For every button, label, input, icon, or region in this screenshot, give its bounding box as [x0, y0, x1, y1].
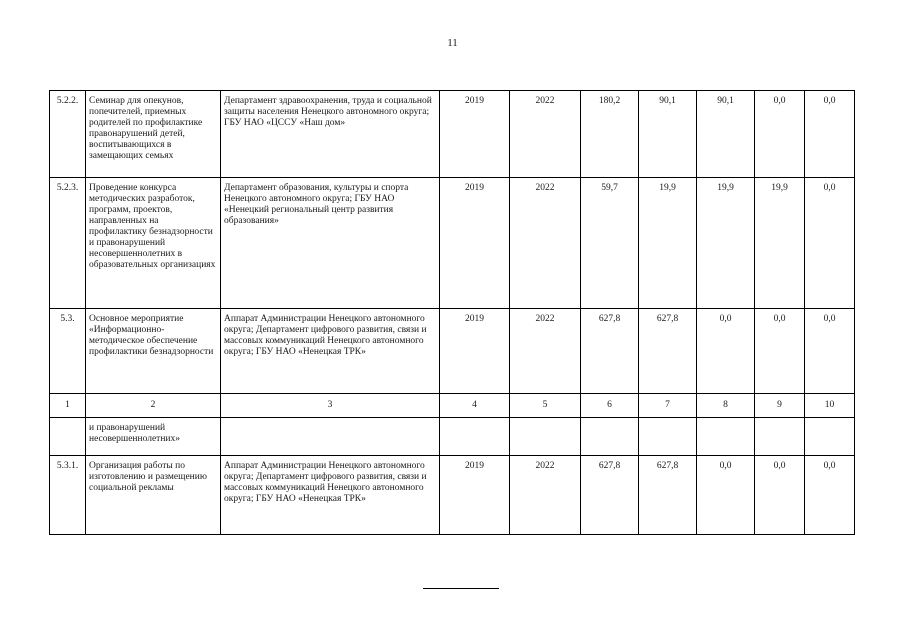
activity-name: Проведение конкурса методических разработок, программ, проектов, направленных на профилактику безнадзорности и правонарушений несовершеннолетних в образовательных организациях	[86, 178, 221, 309]
row-code: 5.3.1.	[50, 456, 86, 535]
activity-name: Основное мероприятие «Информационно-методическое обеспечение профилактики безнадзорности	[86, 309, 221, 394]
column-number: 2	[86, 394, 221, 418]
row-code: 5.3.	[50, 309, 86, 394]
column-number: 9	[755, 394, 805, 418]
value-2021: 0,0	[755, 456, 805, 535]
empty-cell	[697, 418, 755, 456]
value-2019: 19,9	[639, 178, 697, 309]
value-2021: 0,0	[755, 309, 805, 394]
empty-cell	[805, 418, 855, 456]
value-total: 180,2	[581, 91, 639, 178]
table-row	[50, 309, 855, 394]
table-row	[50, 178, 855, 309]
start-year: 2019	[440, 309, 510, 394]
table-row	[50, 91, 855, 178]
empty-cell	[50, 418, 86, 456]
page-number: 11	[447, 37, 458, 49]
empty-cell	[581, 418, 639, 456]
start-year: 2019	[440, 456, 510, 535]
value-total: 627,8	[581, 309, 639, 394]
empty-cell	[639, 418, 697, 456]
value-2020: 0,0	[697, 309, 755, 394]
column-number: 3	[221, 394, 440, 418]
activity-name: и правонарушений несовершеннолетних»	[86, 418, 221, 456]
value-2019: 627,8	[639, 309, 697, 394]
value-2020: 90,1	[697, 91, 755, 178]
start-year: 2019	[440, 91, 510, 178]
empty-cell	[221, 418, 440, 456]
column-number: 6	[581, 394, 639, 418]
column-number: 5	[510, 394, 581, 418]
empty-cell	[440, 418, 510, 456]
value-2022: 0,0	[805, 309, 855, 394]
value-total: 59,7	[581, 178, 639, 309]
row-code: 5.2.3.	[50, 178, 86, 309]
table-row-continuation	[50, 418, 855, 456]
executor: Департамент образования, культуры и спорта Ненецкого автономного округа; ГБУ НАО «Ненецкий региональный центр развития образования»	[221, 178, 440, 309]
value-2019: 627,8	[639, 456, 697, 535]
column-number-row	[50, 394, 855, 418]
value-2021: 19,9	[755, 178, 805, 309]
value-2019: 90,1	[639, 91, 697, 178]
column-number: 10	[805, 394, 855, 418]
end-year: 2022	[510, 91, 581, 178]
row-code: 5.2.2.	[50, 91, 86, 178]
end-year: 2022	[510, 309, 581, 394]
table-row	[50, 456, 855, 535]
column-number: 8	[697, 394, 755, 418]
executor: Аппарат Администрации Ненецкого автономного округа; Департамент цифрового развития, связи и массовых коммуникаций Ненецкого автономного округа; ГБУ НАО «Ненецкая ТРК»	[221, 456, 440, 535]
column-number: 1	[50, 394, 86, 418]
value-2022: 0,0	[805, 456, 855, 535]
footer-separator-line	[423, 588, 499, 589]
end-year: 2022	[510, 456, 581, 535]
program-activities-table	[49, 90, 855, 535]
activity-name: Семинар для опекунов, попечителей, приемных родителей по профилактике правонарушений детей, воспитывающихся в замещающих семьях	[86, 91, 221, 178]
executor: Аппарат Администрации Ненецкого автономного округа; Департамент цифрового развития, связи и массовых коммуникаций Ненецкого автономного округа; ГБУ НАО «Ненецкая ТРК»	[221, 309, 440, 394]
end-year: 2022	[510, 178, 581, 309]
executor: Департамент здравоохранения, труда и социальной защиты населения Ненецкого автономного округа; ГБУ НАО «ЦССУ «Наш дом»	[221, 91, 440, 178]
empty-cell	[510, 418, 581, 456]
value-total: 627,8	[581, 456, 639, 535]
column-number: 4	[440, 394, 510, 418]
empty-cell	[755, 418, 805, 456]
value-2020: 0,0	[697, 456, 755, 535]
value-2021: 0,0	[755, 91, 805, 178]
value-2022: 0,0	[805, 91, 855, 178]
activity-name: Организация работы по изготовлению и размещению социальной рекламы	[86, 456, 221, 535]
column-number: 7	[639, 394, 697, 418]
start-year: 2019	[440, 178, 510, 309]
value-2022: 0,0	[805, 178, 855, 309]
value-2020: 19,9	[697, 178, 755, 309]
